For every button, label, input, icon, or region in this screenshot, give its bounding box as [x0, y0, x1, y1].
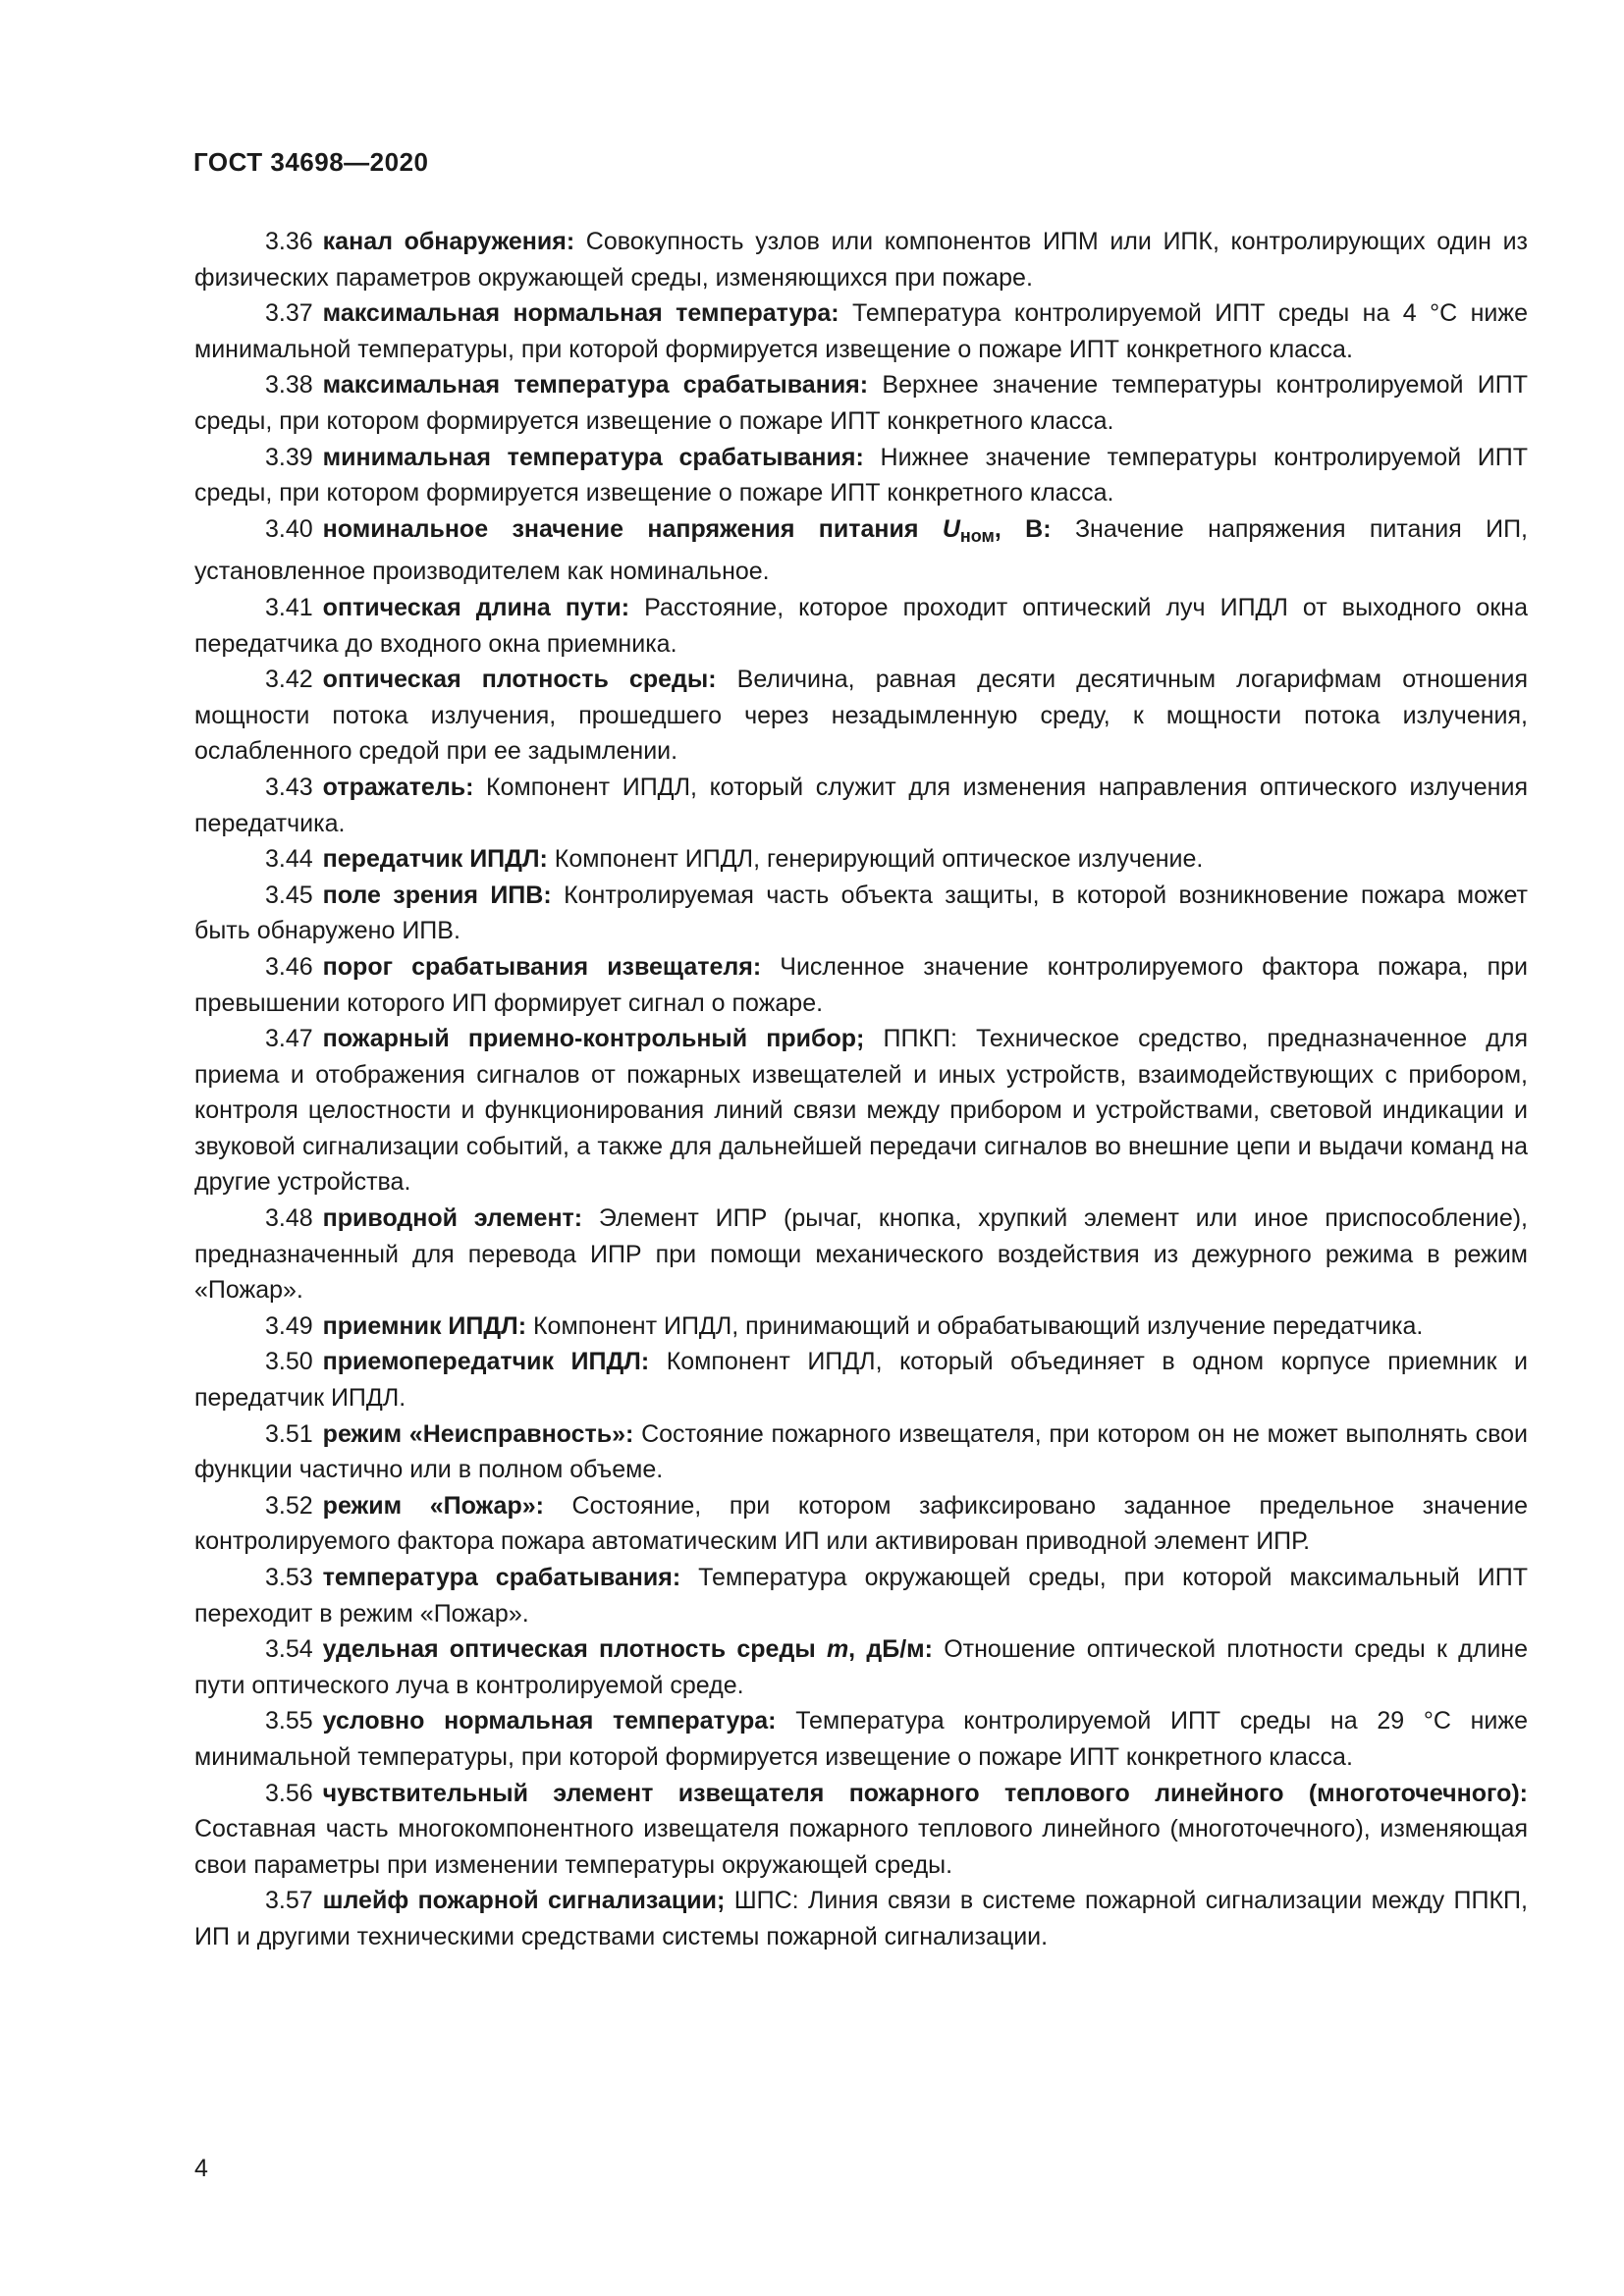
- page-header-standard-code: ГОСТ 34698—2020: [193, 147, 429, 177]
- entry-number: 3.46: [265, 952, 313, 981]
- entry-definition: Значение напряжения питания ИП, установленное производителем как номинальное.: [194, 514, 1529, 586]
- entry-number: 3.39: [265, 443, 313, 471]
- entry-definition: Состояние пожарного извещателя, при котором он не может выполнять свои функции частично или в полном объеме.: [194, 1419, 1528, 1484]
- entry-definition: Составная часть многокомпонентного извещателя пожарного теплового линейного (многоточечного), изменяющая свои параметры при изменении температуры окружающей среды.: [194, 1815, 1528, 1879]
- entry-number: 3.49: [265, 1311, 313, 1340]
- entry-term-subscript: ном: [959, 525, 995, 546]
- entry-term: [322, 514, 1052, 546]
- definition-entry: [194, 1703, 1528, 1775]
- entry-definition: Температура контролируемой ИПТ среды на 29 °C ниже минимальной температуры, при которой формируется извещение о пожаре ИПТ конкретного класса.: [194, 1707, 1528, 1771]
- entry-definition: Компонент ИПДЛ, который объединяет в одном корпусе приемник и передатчик ИПДЛ.: [194, 1348, 1529, 1413]
- entry-term: порог срабатывания извещателя:: [322, 952, 762, 981]
- entry-term-text: номинальное значение напряжения питания: [322, 514, 919, 543]
- entry-term: [323, 1635, 933, 1663]
- definition-entry: [194, 1776, 1528, 1884]
- definition-entry: [194, 1201, 1528, 1308]
- entry-definition: Численное значение контролируемого фактора пожара, при превышении которого ИП формирует сигнал о пожаре.: [194, 952, 1529, 1017]
- entry-number: 3.54: [265, 1635, 313, 1664]
- entry-number: 3.43: [265, 773, 313, 801]
- entry-number: 3.42: [265, 666, 313, 694]
- entry-term: приемопередатчик ИПДЛ:: [322, 1348, 650, 1376]
- entry-number: 3.44: [265, 845, 313, 874]
- entry-number: 3.55: [265, 1707, 313, 1735]
- page-number: 4: [194, 2155, 208, 2182]
- entry-term: температура срабатывания:: [322, 1564, 681, 1591]
- entry-definition: Совокупность узлов или компонентов ИПМ или ИПК, контролирующих один из физических параметров окружающей среды, изменяющихся при пожаре.: [194, 228, 1529, 292]
- definition-entry: [194, 1021, 1528, 1201]
- entry-number: 3.38: [265, 371, 313, 400]
- entry-term: пожарный приемно-контрольный прибор;: [322, 1025, 865, 1053]
- entry-definition: Компонент ИПДЛ, принимающий и обрабатывающий излучение передатчика.: [532, 1311, 1424, 1340]
- definition-entry: [194, 1560, 1528, 1631]
- definition-entry: [194, 1344, 1528, 1415]
- entry-definition: Величина, равная десяти десятичным логарифмам отношения мощности потока излучения, прошедшего через незадымленную среду, к мощности потока излучения, ослабленного средой при ее задымлении.: [194, 666, 1528, 766]
- definition-entry: [194, 511, 1528, 590]
- entry-term: минимальная температура срабатывания:: [322, 443, 864, 471]
- definition-entry: [194, 770, 1528, 841]
- definition-entry: [194, 1883, 1528, 1954]
- entry-definition: Элемент ИПР (рычаг, кнопка, хрупкий элемент или иное приспособление), предназначенный для перевода ИПР при помощи механического воздействия из дежурного режима в режим «Пожар».: [194, 1204, 1529, 1305]
- entry-term-symbol: U: [942, 514, 960, 543]
- definition-entry: [194, 1631, 1528, 1703]
- entry-number: 3.45: [265, 881, 313, 909]
- definition-entry: [194, 1308, 1528, 1345]
- entry-term: условно нормальная температура:: [322, 1707, 777, 1735]
- entry-number: 3.48: [265, 1204, 313, 1233]
- entry-number: 3.41: [265, 593, 313, 621]
- definition-entry: [194, 878, 1528, 949]
- entry-term: максимальная нормальная температура:: [322, 299, 839, 328]
- entry-number: 3.51: [265, 1419, 313, 1448]
- definition-entry: [194, 440, 1528, 511]
- entry-term: режим «Пожар»:: [322, 1491, 544, 1520]
- definition-entry: [194, 949, 1528, 1021]
- entry-number: 3.37: [265, 299, 313, 328]
- entry-term: приводной элемент:: [322, 1204, 583, 1233]
- definition-entry: [194, 590, 1528, 662]
- entry-definition: Температура окружающей среды, при которой максимальный ИПТ переходит в режим «Пожар».: [194, 1564, 1528, 1628]
- entry-term-text: удельная оптическая плотность среды: [322, 1635, 816, 1664]
- entry-definition: ППКП: Техническое средство, предназначенное для приема и отображения сигналов от пожарных извещателей и иных устройств, взаимодействующих с прибором, контроля целостности и функционирования линий связи между прибором и устройствами, световой индикации и звуковой сигнализации событий, а также для дальнейшей передачи сигналов во внешние цепи и выдачи команд на другие устройства.: [194, 1025, 1529, 1197]
- entry-term: чувствительный элемент извещателя пожарного теплового линейного (многоточечного):: [322, 1779, 1528, 1807]
- entry-term: передатчик ИПДЛ:: [322, 845, 548, 874]
- entry-term: канал обнаружения:: [322, 228, 575, 255]
- entry-term-unit: , дБ/м:: [848, 1635, 933, 1664]
- entry-definition: Компонент ИПДЛ, генерирующий оптическое излучение.: [554, 845, 1204, 874]
- definition-entry: [194, 1488, 1528, 1560]
- entry-term: режим «Неисправность»:: [322, 1419, 634, 1448]
- entry-definition: Контролируемая часть объекта защиты, в которой возникновение пожара может быть обнаружено ИПВ.: [194, 881, 1528, 945]
- entry-number: 3.53: [265, 1564, 313, 1591]
- entry-term: максимальная температура срабатывания:: [322, 371, 869, 400]
- entry-definition: Нижнее значение температуры контролируемой ИПТ среды, при котором формируется извещение о пожаре ИПТ конкретного класса.: [194, 443, 1528, 507]
- entry-definition: Отношение оптической плотности среды к длине пути оптического луча в контролируемой среде.: [194, 1635, 1528, 1699]
- entry-definition: Расстояние, которое проходит оптический луч ИПДЛ от выходного окна передатчика до входного окна приемника.: [194, 593, 1528, 658]
- entry-definition: Состояние, при котором зафиксировано заданное предельное значение контролируемого фактора пожара автоматическим ИП или активирован приводной элемент ИПР.: [194, 1491, 1528, 1556]
- entry-definition: Верхнее значение температуры контролируемой ИПТ среды, при котором формируется извещение о пожаре ИПТ конкретного класса.: [194, 371, 1529, 435]
- entry-number: 3.36: [265, 228, 313, 255]
- entry-definition: Компонент ИПДЛ, который служит для изменения направления оптического излучения передатчика.: [194, 773, 1528, 837]
- entry-number: 3.50: [265, 1348, 313, 1376]
- terms-definitions-list: [194, 224, 1528, 1955]
- definition-entry: [194, 1416, 1528, 1488]
- entry-number: 3.47: [265, 1025, 313, 1053]
- entry-number: 3.52: [265, 1491, 313, 1520]
- entry-number: 3.57: [265, 1887, 313, 1915]
- definition-entry: [194, 367, 1528, 439]
- definition-entry: [194, 295, 1528, 367]
- definition-entry: [194, 662, 1528, 770]
- entry-definition: ШПС: Линия связи в системе пожарной сигнализации между ППКП, ИП и другими техническими средствами системы пожарной сигнализации.: [194, 1887, 1528, 1950]
- entry-definition: Температура контролируемой ИПТ среды на 4 °C ниже минимальной температуры, при которой формируется извещение о пожаре ИПТ конкретного класса.: [194, 299, 1528, 363]
- entry-number: 3.40: [265, 514, 313, 543]
- entry-term: поле зрения ИПВ:: [322, 881, 552, 909]
- definition-entry: [194, 841, 1528, 878]
- entry-number: 3.56: [265, 1779, 313, 1807]
- entry-term: оптическая плотность среды:: [322, 666, 717, 694]
- definition-entry: [194, 224, 1528, 295]
- entry-term-unit: , В:: [994, 514, 1052, 543]
- entry-term: шлейф пожарной сигнализации;: [322, 1887, 726, 1915]
- entry-term: оптическая длина пути:: [322, 593, 630, 621]
- entry-term: приемник ИПДЛ:: [322, 1311, 527, 1340]
- entry-term-symbol: m: [826, 1635, 849, 1664]
- entry-term: отражатель:: [322, 773, 474, 801]
